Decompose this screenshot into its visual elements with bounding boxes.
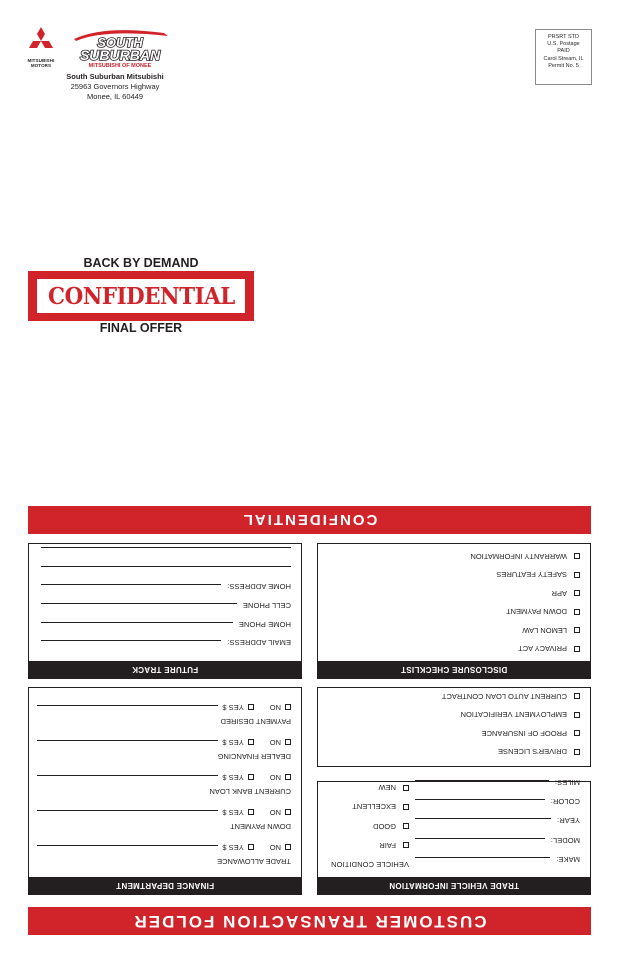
home-address-label: HOME ADDRESS: bbox=[227, 582, 291, 592]
amount-field[interactable] bbox=[37, 845, 218, 846]
home-address-line-2[interactable] bbox=[41, 566, 291, 567]
documents-box bbox=[317, 687, 591, 767]
finance-item-label: TRADE ALLOWANCE bbox=[217, 857, 291, 866]
mitsubishi-motors-wordmark: MITSUBISHI MOTORS bbox=[27, 58, 55, 68]
yes-checkbox[interactable] bbox=[248, 809, 254, 815]
cell-phone-label: CELL PHONE bbox=[242, 600, 291, 610]
document-label: DRIVER'S LICENSE bbox=[498, 747, 567, 757]
apr-checkbox[interactable] bbox=[574, 590, 580, 596]
yes-label: YES $ bbox=[222, 703, 244, 712]
condition-fair-checkbox[interactable] bbox=[403, 842, 409, 848]
home-address-line-3[interactable] bbox=[41, 547, 291, 548]
proof-of-insurance-checkbox[interactable] bbox=[574, 730, 580, 736]
email-address-label: EMAIL ADDRESS: bbox=[227, 638, 291, 648]
document-label: PROOF OF INSURANCE bbox=[481, 728, 567, 738]
no-label: NO bbox=[269, 773, 281, 782]
yes-checkbox[interactable] bbox=[248, 739, 254, 745]
vehicle-condition-title: VEHICLE CONDITION bbox=[331, 859, 409, 869]
amount-field[interactable] bbox=[37, 705, 218, 706]
disclosure-label: PRIVACY ACT bbox=[518, 644, 567, 654]
disclosure-label: DOWN PAYMENT bbox=[506, 607, 567, 617]
document-label: CURRENT AUTO LOAN CONTRACT bbox=[441, 691, 567, 701]
model-field[interactable] bbox=[415, 838, 545, 840]
sender-address bbox=[40, 72, 190, 102]
svg-text:SUBURBAN: SUBURBAN bbox=[79, 47, 161, 63]
lemon-law-checkbox[interactable] bbox=[574, 627, 580, 633]
future-track-header: FUTURE TRACK bbox=[29, 661, 301, 678]
no-checkbox[interactable] bbox=[285, 739, 291, 745]
sender-name: South Suburban Mitsubishi bbox=[66, 72, 164, 81]
model-label: MODEL: bbox=[550, 835, 580, 845]
trade-vehicle-box bbox=[317, 778, 591, 895]
no-checkbox[interactable] bbox=[285, 774, 291, 780]
warranty-information-checkbox[interactable] bbox=[574, 553, 580, 559]
yes-checkbox[interactable] bbox=[248, 774, 254, 780]
no-label: NO bbox=[269, 738, 281, 747]
sender-city: Monee, IL 60449 bbox=[86, 92, 143, 101]
no-label: NO bbox=[269, 808, 281, 817]
make-field[interactable] bbox=[415, 857, 550, 859]
yes-label: YES $ bbox=[222, 773, 244, 782]
make-label: MAKE: bbox=[556, 854, 580, 864]
safety-features-checkbox[interactable] bbox=[574, 572, 580, 578]
condition-label: NEW bbox=[378, 783, 396, 793]
finance-item-label: PAYMENT DESIRED bbox=[220, 717, 291, 726]
confidential-banner: CONFIDENTIAL bbox=[28, 506, 591, 534]
yes-label: YES $ bbox=[222, 843, 244, 852]
finance-item bbox=[37, 735, 291, 770]
disclosure-checklist-header: DISCLOSURE CHECKLIST bbox=[318, 661, 590, 678]
finance-item bbox=[37, 770, 291, 805]
no-checkbox[interactable] bbox=[285, 844, 291, 850]
yes-checkbox[interactable] bbox=[248, 844, 254, 850]
no-checkbox[interactable] bbox=[285, 704, 291, 710]
finance-item bbox=[37, 700, 291, 735]
postage-indicia bbox=[535, 29, 592, 85]
document-label: EMPLOYMENT VERIFICATION bbox=[460, 710, 567, 720]
indicia-line: Permit No. 5 bbox=[548, 62, 579, 69]
folder-title-banner: CUSTOMER TRANSACTION FOLDER bbox=[28, 907, 591, 935]
amount-field[interactable] bbox=[37, 775, 218, 776]
indicia-line: U.S. Postage bbox=[547, 41, 580, 48]
employment-verification-checkbox[interactable] bbox=[574, 712, 580, 718]
disclosure-label: APR bbox=[551, 588, 567, 598]
year-field[interactable] bbox=[415, 818, 551, 820]
condition-label: GOOD bbox=[373, 821, 396, 831]
drivers-license-checkbox[interactable] bbox=[574, 749, 580, 755]
confidential-stamp bbox=[28, 271, 254, 321]
yes-checkbox[interactable] bbox=[248, 704, 254, 710]
auto-loan-contract-checkbox[interactable] bbox=[574, 693, 580, 699]
confidential-stamp-text: CONFIDENTIAL bbox=[47, 282, 235, 310]
home-phone-field[interactable] bbox=[41, 622, 233, 623]
amount-field[interactable] bbox=[37, 740, 218, 741]
indicia-line: Carol Stream, IL bbox=[543, 55, 584, 62]
finance-item bbox=[37, 840, 291, 875]
final-offer-text: FINAL OFFER bbox=[99, 321, 183, 335]
miles-label: MILES: bbox=[554, 778, 580, 788]
yes-label: YES $ bbox=[222, 738, 244, 747]
privacy-act-checkbox[interactable] bbox=[574, 646, 580, 652]
color-label: COLOR: bbox=[550, 797, 580, 807]
finance-item-label: DEALER FINANCING bbox=[217, 752, 291, 761]
finance-item-label: CURRENT BANK LOAN bbox=[209, 787, 291, 796]
finance-department-box bbox=[28, 687, 302, 895]
finance-item-label: DOWN PAYMENT bbox=[230, 822, 291, 831]
email-address-field[interactable] bbox=[41, 640, 221, 641]
home-phone-label: HOME PHONE bbox=[238, 619, 291, 629]
mitsubishi-diamonds-logo bbox=[26, 27, 56, 57]
svg-text:SOUTH: SOUTH bbox=[97, 35, 143, 50]
condition-good-checkbox[interactable] bbox=[403, 823, 409, 829]
svg-text:MITSUBISHI OF MONEE: MITSUBISHI OF MONEE bbox=[88, 63, 152, 69]
cell-phone-field[interactable] bbox=[41, 603, 237, 604]
miles-field[interactable] bbox=[415, 780, 549, 782]
customer-transaction-folder bbox=[0, 505, 620, 935]
condition-label: FAIR bbox=[379, 840, 396, 850]
future-track-box bbox=[28, 543, 302, 679]
indicia-line: PAID bbox=[557, 48, 570, 55]
home-address-field[interactable] bbox=[41, 584, 221, 585]
condition-new-checkbox[interactable] bbox=[403, 785, 409, 791]
no-label: NO bbox=[269, 703, 281, 712]
no-checkbox[interactable] bbox=[285, 809, 291, 815]
year-label: YEAR: bbox=[556, 816, 580, 826]
condition-excellent-checkbox[interactable] bbox=[403, 804, 409, 810]
trade-vehicle-header: TRADE VEHICLE INFORMATION bbox=[318, 877, 590, 894]
indicia-line: PRSRT STD bbox=[548, 34, 579, 40]
finance-item bbox=[37, 805, 291, 840]
no-label: NO bbox=[269, 843, 281, 852]
disclosure-label: SAFETY FEATURES bbox=[496, 570, 567, 580]
sender-street: 25963 Governors Highway bbox=[70, 82, 160, 91]
disclosure-label: LEMON LAW bbox=[522, 625, 567, 635]
down-payment-checkbox[interactable] bbox=[574, 609, 580, 615]
color-field[interactable] bbox=[415, 799, 545, 801]
disclosure-checklist-box bbox=[317, 543, 591, 679]
condition-label: EXCELLENT bbox=[352, 802, 396, 812]
back-by-demand-text: BACK BY DEMAND bbox=[83, 256, 199, 270]
amount-field[interactable] bbox=[37, 810, 218, 811]
finance-department-header: FINANCE DEPARTMENT bbox=[29, 877, 301, 894]
south-suburban-logo bbox=[64, 27, 176, 71]
disclosure-label: WARRANTY INFORMATION bbox=[470, 551, 567, 561]
yes-label: YES $ bbox=[222, 808, 244, 817]
